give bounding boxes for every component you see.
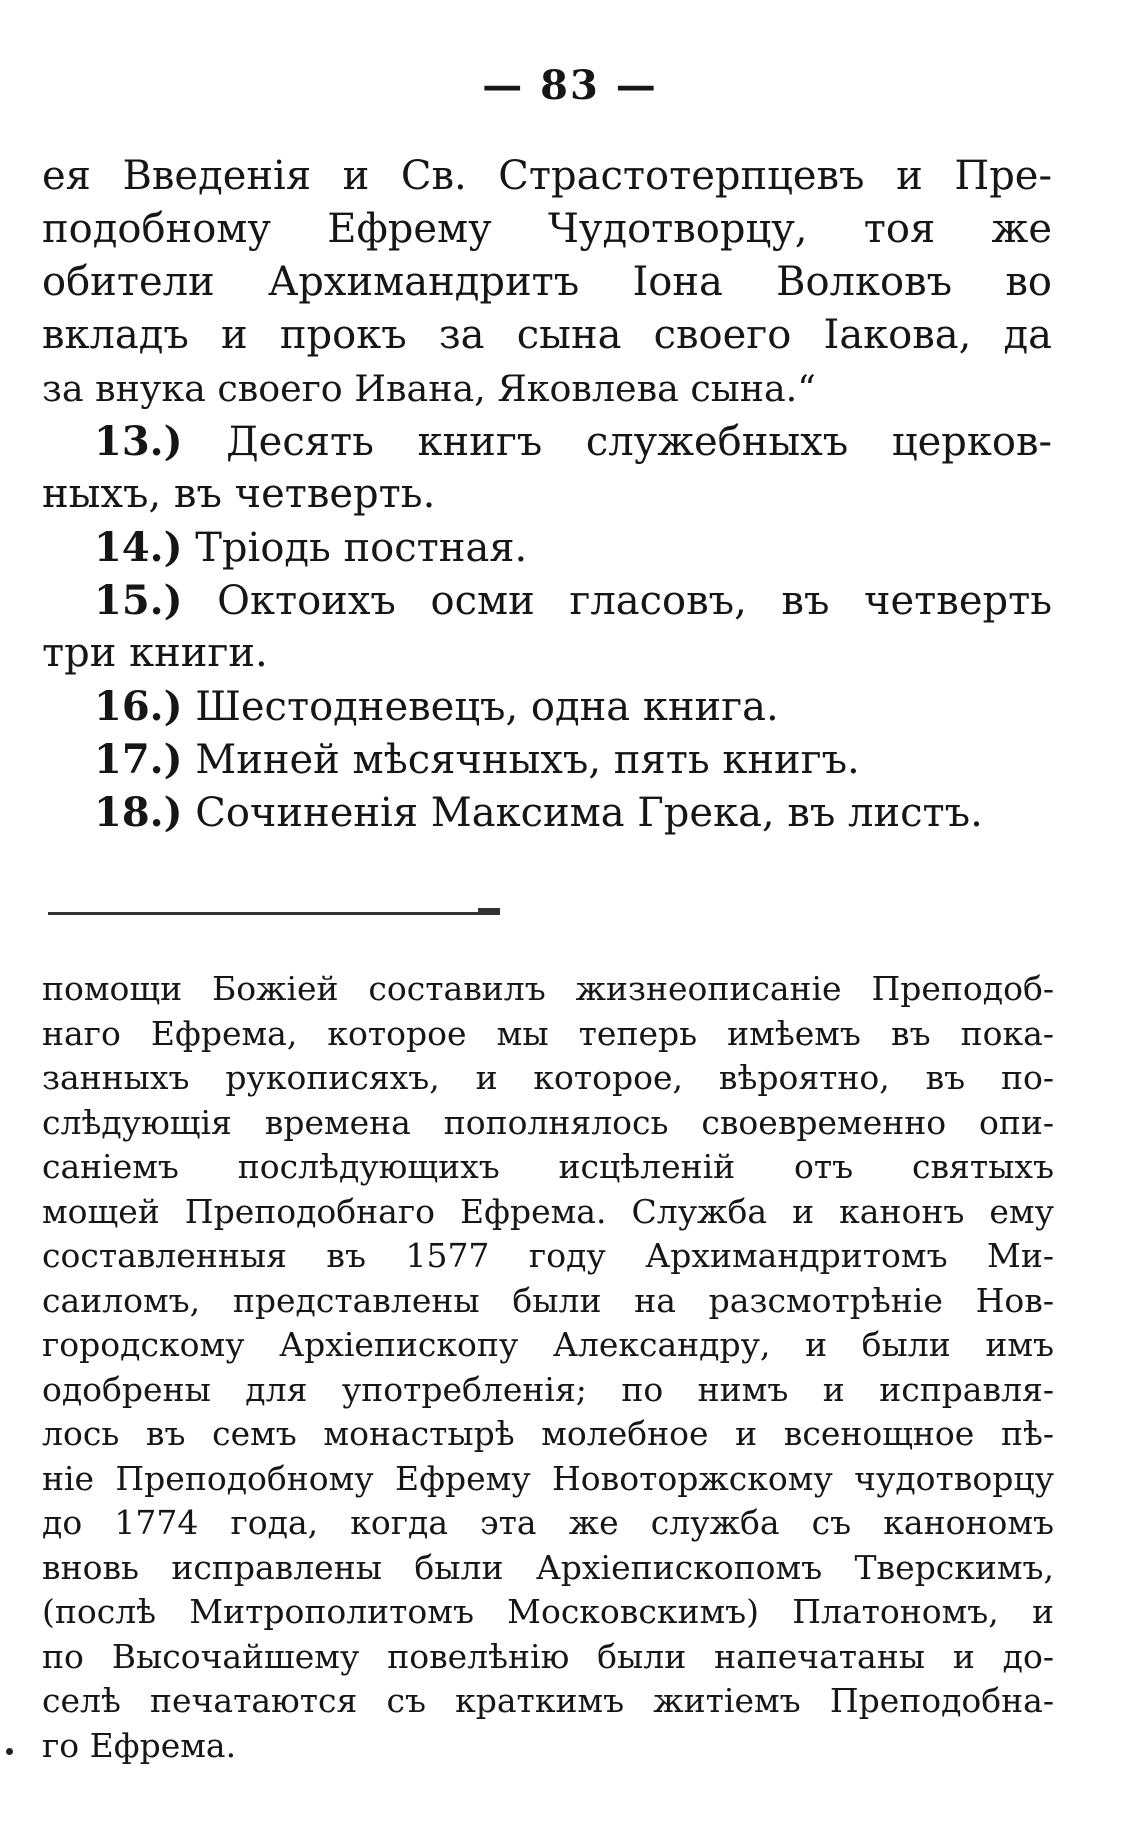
list-item-13 xyxy=(42,415,1052,468)
item-text: Тріодь постная. xyxy=(195,525,528,571)
item-text: Десять книгъ служебныхъ церков- xyxy=(226,419,1052,465)
item-number: 15.) xyxy=(94,577,183,624)
footnote-text xyxy=(42,967,1054,1768)
item-text: Миней мѣсячныхъ, пять книгъ. xyxy=(195,737,860,783)
footnote-line: ніе Преподобному Ефрему Новоторжскому чудотворцу xyxy=(42,1458,1054,1498)
list-item-17 xyxy=(42,733,1052,786)
item-number: 13.) xyxy=(94,418,183,465)
footnote-divider-end xyxy=(478,908,500,913)
footnote-line: мощей Преподобнаго Ефрема. Служба и канонъ ему xyxy=(42,1191,1054,1231)
footnote-line: городскому Архіепископу Александру, и были имъ xyxy=(42,1325,1054,1364)
main-text-line: ея Введенія и Св. Страстотерпцевъ и Пре- xyxy=(42,153,1052,199)
list-item-15 xyxy=(42,574,1052,627)
item-text: Октоихъ осми гласовъ, въ четверть xyxy=(217,578,1052,624)
footnote-line: слѣдующія времена пополнялось своевременно опи- xyxy=(42,1102,1054,1142)
main-text-line: вкладъ и прокъ за сына своего Іакова, да xyxy=(42,312,1052,358)
footnote-line: лось въ семъ монастырѣ молебное и всенощное пѣ- xyxy=(42,1414,1054,1453)
main-text-line: за внука своего Ивана, Яковлева сына.“ xyxy=(42,367,816,410)
item-number: 17.) xyxy=(94,736,183,783)
footnote-line: занныхъ рукописяхъ, и которое, вѣроятно, въ по- xyxy=(42,1058,1054,1097)
footnote-line: (послѣ Митрополитомъ Московскимъ) Платономъ, и xyxy=(42,1592,1054,1631)
item-number: 18.) xyxy=(94,789,183,836)
item-continuation: три книги. xyxy=(42,630,268,676)
list-item-18 xyxy=(42,786,1052,839)
item-text: Шестодневецъ, одна книга. xyxy=(195,684,779,730)
item-text: Сочиненія Максима Грека, въ листъ. xyxy=(195,790,983,836)
main-text-line: обители Архимандритъ Іона Волковъ во xyxy=(42,259,1052,305)
footnote-line: наго Ефрема, которое мы теперь имѣемъ въ пока- xyxy=(42,1013,1054,1053)
page-number: — 83 — xyxy=(482,62,658,109)
footnote-line: вновь исправлены были Архіепископомъ Тверскимъ, xyxy=(42,1547,1054,1587)
footnote-line: по Высочайшему повелѣнію были напечатаны и до- xyxy=(42,1636,1054,1676)
main-text-line: подобному Ефрему Чудотворцу, тоя же xyxy=(42,206,1052,252)
item-number: 16.) xyxy=(94,683,183,730)
list-item-16 xyxy=(42,680,1052,733)
footnote-line: саніемъ послѣдующихъ исцѣленій отъ святыхъ xyxy=(42,1147,1054,1186)
footnote-line: составленныя въ 1577 году Архимандритомъ Ми- xyxy=(42,1236,1054,1275)
footnote-line: го Ефрема. xyxy=(42,1725,237,1765)
ink-speck xyxy=(6,1748,13,1755)
footnote-line: до 1774 года, когда эта же служба съ канономъ xyxy=(42,1503,1054,1542)
footnote-line: селѣ печатаются съ краткимъ житіемъ Преподобна- xyxy=(42,1681,1054,1720)
main-text xyxy=(42,150,1052,839)
footnote-line: одобрены для употребленія; по нимъ и исправля- xyxy=(42,1369,1054,1409)
footnote-line: помощи Божіей составилъ жизнеописаніе Преподоб- xyxy=(42,969,1054,1008)
footnote-line: саиломъ, представлены были на разсмотрѣніе Нов- xyxy=(42,1280,1054,1320)
item-continuation: ныхъ, въ четверть. xyxy=(42,471,436,517)
item-number: 14.) xyxy=(94,524,183,571)
footnote-divider xyxy=(48,912,500,915)
list-item-14 xyxy=(42,521,1052,574)
